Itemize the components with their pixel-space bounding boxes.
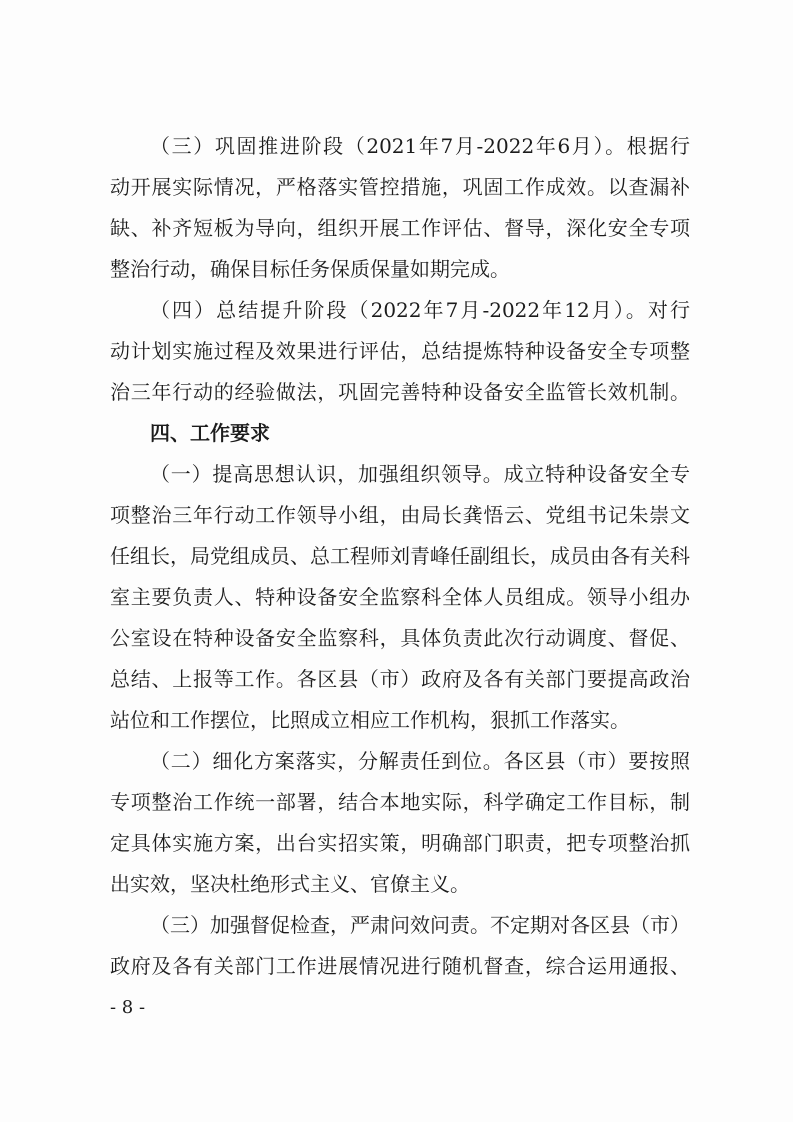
text-line-content: 总结、上报等工作。各区县（市）政府及各有关部门要提高政治: [110, 667, 690, 691]
text-line-content: 动计划实施过程及效果进行评估，总结提炼特种设备安全专项整: [110, 339, 690, 363]
text-line: [110, 618, 690, 659]
text-line: [110, 331, 690, 372]
text-line-content: 四、工作要求: [150, 421, 270, 445]
document-body: [110, 126, 690, 987]
text-line-content: 室主要负责人、特种设备安全监察科全体人员组成。领导小组办: [110, 585, 690, 609]
text-line-content: 出实效，坚决杜绝形式主义、官僚主义。: [110, 872, 470, 896]
text-line: [110, 700, 690, 741]
text-line-content: 动开展实际情况，严格落实管控措施，巩固工作成效。以查漏补: [110, 175, 690, 199]
text-line: [110, 495, 690, 536]
text-line: [110, 823, 690, 864]
text-line: [110, 249, 690, 290]
text-line-content: （三）加强督促检查，严肃问效问责。不定期对各区县（市）: [150, 913, 690, 937]
text-line-content: （四）总结提升阶段（2022年7月-2022年12月）。对行: [150, 298, 690, 322]
text-line-content: 治三年行动的经验做法，巩固完善特种设备安全监管长效机制。: [110, 380, 690, 404]
text-line-content: 项整治三年行动工作领导小组，由局长龚悟云、党组书记朱崇文: [110, 503, 690, 527]
text-line: [110, 659, 690, 700]
section-heading: [110, 413, 690, 454]
text-line-content: 任组长，局党组成员、总工程师刘青峰任副组长，成员由各有关科: [110, 544, 690, 568]
text-line-content: 整治行动，确保目标任务保质保量如期完成。: [110, 257, 510, 281]
text-line: [110, 864, 690, 905]
text-line: [110, 946, 690, 987]
text-line-content: 公室设在特种设备安全监察科，具体负责此次行动调度、督促、: [110, 626, 690, 650]
text-line-content: （二）细化方案落实，分解责任到位。各区县（市）要按照: [150, 749, 690, 773]
text-line: [110, 782, 690, 823]
text-line: [110, 905, 690, 946]
text-line: [110, 454, 690, 495]
text-line-content: （三）巩固推进阶段（2021年7月-2022年6月）。根据行: [150, 134, 690, 158]
text-line-content: 站位和工作摆位，比照成立相应工作机构，狠抓工作落实。: [110, 708, 630, 732]
text-line-content: 定具体实施方案，出台实招实策，明确部门职责，把专项整治抓: [110, 831, 690, 855]
text-line: [110, 741, 690, 782]
page-number: - 8 -: [110, 997, 146, 1018]
text-line-content: 政府及各有关部门工作进展情况进行随机督查，综合运用通报、: [110, 954, 690, 978]
text-line-content: 缺、补齐短板为导向，组织开展工作评估、督导，深化安全专项: [110, 216, 690, 240]
text-line: [110, 577, 690, 618]
text-line: [110, 290, 690, 331]
text-line-content: （一）提高思想认识，加强组织领导。成立特种设备安全专: [150, 462, 690, 486]
text-line: [110, 372, 690, 413]
text-line: [110, 208, 690, 249]
text-line: [110, 167, 690, 208]
text-line: [110, 536, 690, 577]
text-line: [110, 126, 690, 167]
text-line-content: 专项整治工作统一部署，结合本地实际，科学确定工作目标，制: [110, 790, 690, 814]
